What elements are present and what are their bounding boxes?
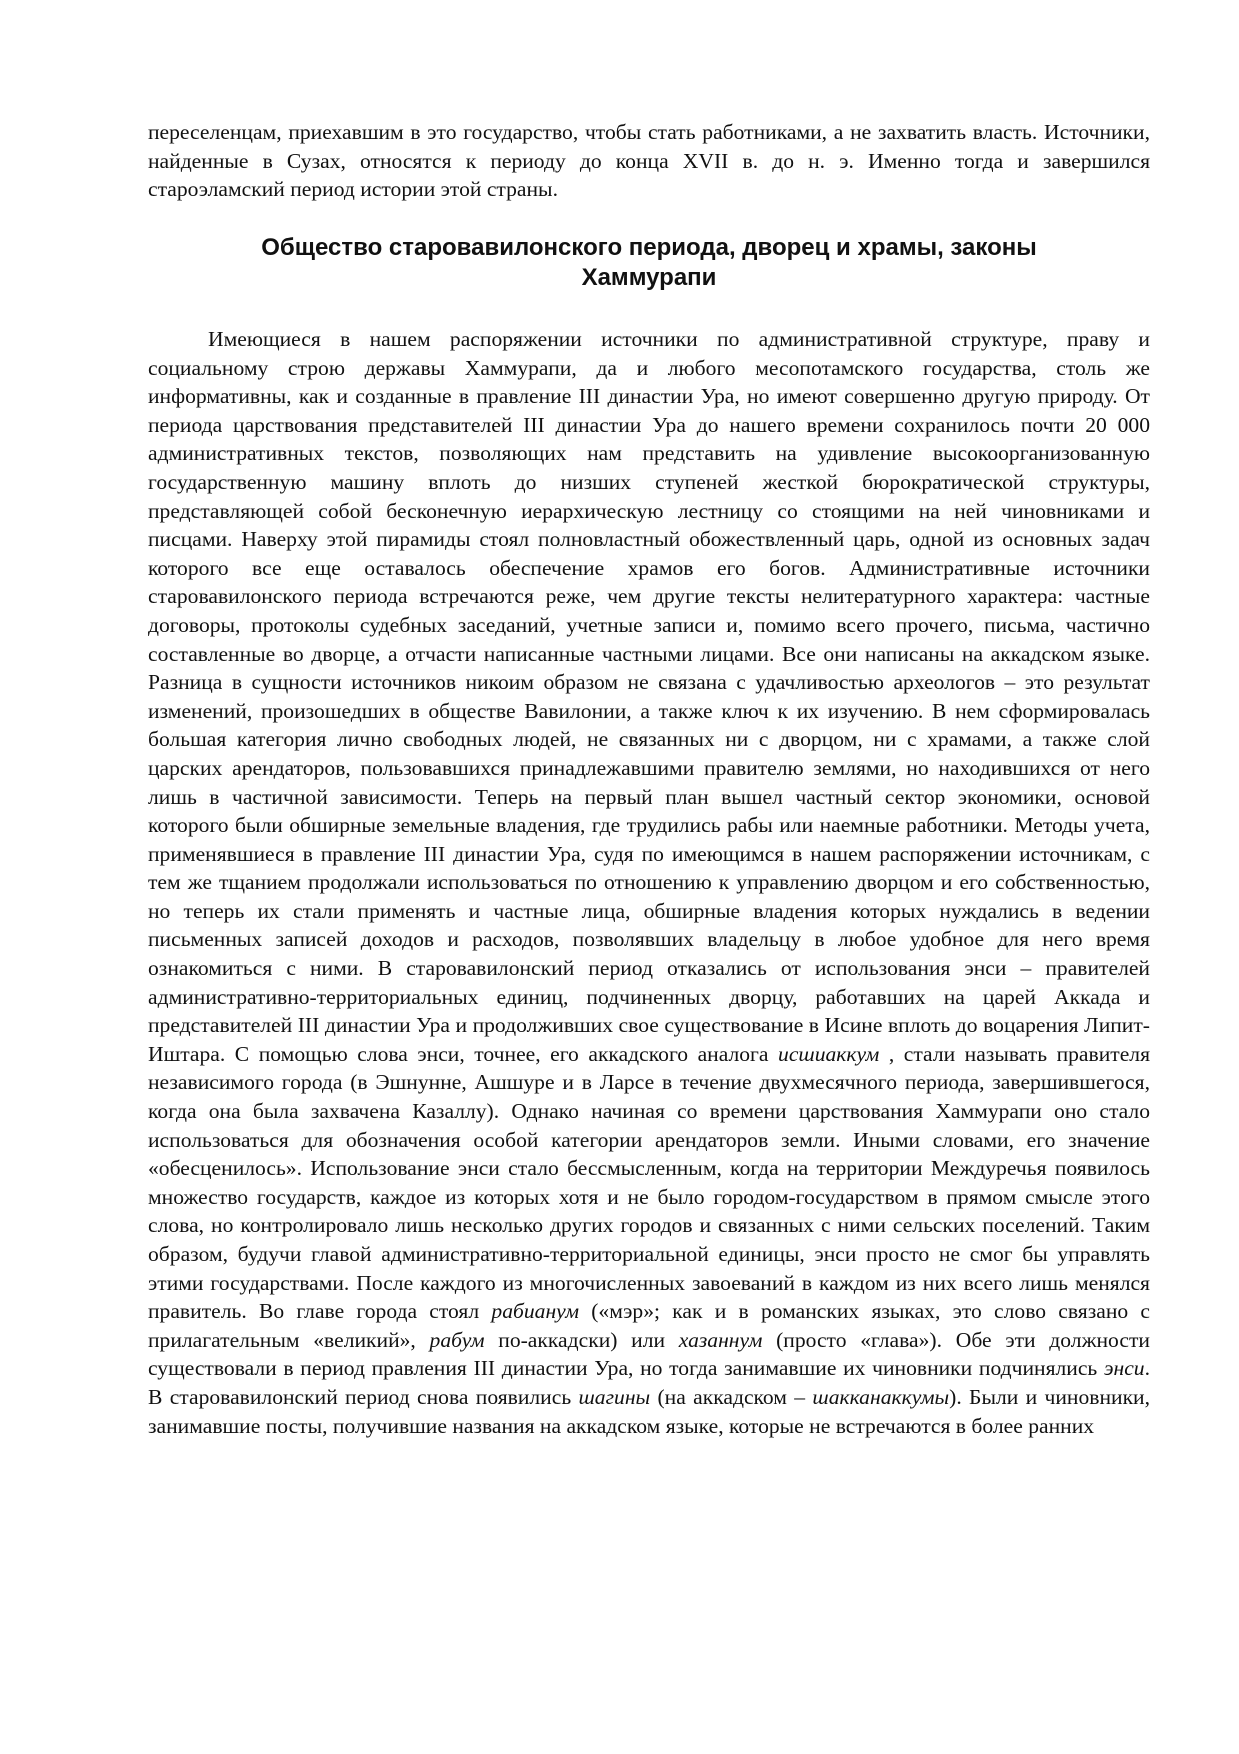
body-text-2: , стали называть правителя независимого города (в Эшнунне, Ашшуре и в Ларсе в течение двухмесячного периода, завершившегося, когда она была захвачена Казаллу). Однако начиная со времени царствования Хаммурапи оно стало использоваться для обозначения особой категории арендаторов земли. Иными словами, его значение «обесценилось». Использование энси стало бессмысленным, когда на территории Междуречья появилось множество государств, каждое из которых хотя и не было городом-государством в прямом смысле этого слова, но контролировало лишь несколько других городов и связанных с ними сельских поселений. Таким образом, будучи главой административно-территориальной единицы, энси просто не смог бы управлять этими государствами. После каждого из многочисленных завоеваний в каждом из них всего лишь менялся правитель. Во главе города стоял (148, 1041, 1150, 1324)
body-text-8: ). Были и чиновники, занимавшие посты, получившие названия на аккадском языке, которые не встречаются в более ранних (148, 1384, 1151, 1438)
section-heading-line1: Общество старовавилонского периода, дворец и храмы, законы (261, 234, 1037, 261)
term-shaginy: шагины (578, 1384, 651, 1409)
body-text-1: Имеющиеся в нашем распоряжении источники по административной структуре, праву и социальному строю державы Хаммурапи, да и любого месопотамского государства, столь же информативны, как и созданные в правление III династии Ура, но имеют совершенно другую природу. От периода царствования представителей III династии Ура до нашего времени сохранилось почти 20 000 административных текстов, позволяющих нам представить на удивление высокоорганизованную государственную машину вплоть до низших ступеней жесткой бюрократической структуры, представляющей собой бесконечную иерархическую лестницу со стоящими на ней чиновниками и писцами. Наверху этой пирамиды стоял полновластный обожествленный царь, одной из основных задач которого все еще оставалось обеспечение храмов его богов. Административные источники старовавилонского периода встречаются реже, чем другие тексты нелитературного характера: частные договоры, протоколы судебных заседаний, учетные записи и, помимо всего прочего, письма, частично составленные во дворце, а отчасти написанные частными лицами. Все они написаны на аккадском языке. Разница в сущности источников никоим образом не связана с удачливостью археологов – это результат изменений, произошедших в обществе Вавилонии, а также ключ к их изучению. В нем сформировалась большая категория лично свободных людей, не связанных ни с дворцом, ни с храмами, а также слой царских арендаторов, пользовавшихся принадлежавшими правителю землями, но находившихся от него лишь в частичной зависимости. Теперь на первый план вышел частный сектор экономики, основой которого были обширные земельные владения, где трудились рабы или наемные работники. Методы учета, применявшиеся в правление III династии Ура, судя по имеющимся в нашем распоряжении источникам, с тем же тщанием продолжали использоваться по отношению к управлению дворцом и его собственностью, но теперь их стали применять и частные лица, обширные владения которых нуждались в ведении письменных записей доходов и расходов, позволявших владельцу в любое удобное для него время ознакомиться с ними. В старовавилонский период отказались от использования энси – правителей административно-территориальных единиц, подчиненных дворцу, работавших на царей Аккада и представителей III династии Ура и продолживших свое существование в Исине вплоть до воцарения Липит-Иштара. С помощью слова энси, точнее, его аккадского аналога (148, 327, 1150, 1066)
term-rabianum: рабианум (491, 1299, 579, 1324)
body-text-7: (на аккадском – (657, 1384, 806, 1409)
term-isshiakkum: исшиаккум (778, 1041, 880, 1066)
section-heading-line2: Хаммурапи (581, 264, 717, 291)
term-rabum: рабум (429, 1327, 485, 1352)
section-heading (148, 233, 1150, 293)
term-shakkanakkumy: шакканаккумы (812, 1384, 950, 1409)
term-khazannum: хазаннум (678, 1327, 763, 1352)
term-ensi: энси (1103, 1356, 1145, 1381)
intro-paragraph: переселенцам, приехавшим в это государство, чтобы стать работниками, а не захватить власть. Источники, найденные в Сузах, относятся к периоду до конца XVII в. до н. э. Именно тогда и завершился староэламский период истории этой страны. (148, 120, 1150, 202)
body-text-6: . В старовавилонский период снова появились (148, 1356, 1151, 1409)
body-paragraph (148, 325, 1150, 1440)
body-text-3: («мэр»; как и в романских языках, это слово связано с прилагательным «великий», (148, 1299, 1150, 1352)
body-text-4: по-аккадски) или (498, 1327, 666, 1352)
body-text-5: (просто «глава»). Обе эти должности существовали в период правления III династии Ура, но тогда занимавшие их чиновники подчинялись (148, 1327, 1150, 1381)
